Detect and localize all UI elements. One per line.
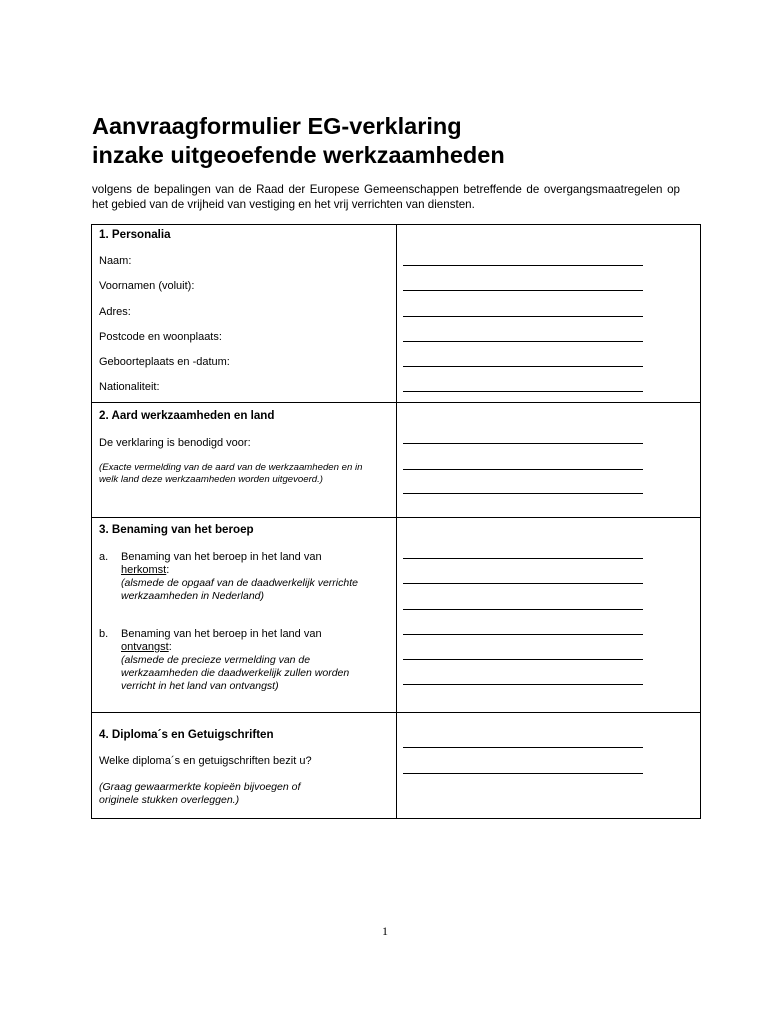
title-line-1: Aanvraagformulier EG-verklaring	[92, 113, 462, 139]
note-werkzaamheden-line-2: welk land deze werkzaamheden worden uitgevoerd.)	[99, 474, 323, 485]
field-label-geboorte: Geboorteplaats en -datum:	[99, 356, 230, 368]
input-line-herkomst-3[interactable]	[403, 609, 643, 610]
note-werkzaamheden-line-1: (Exacte vermelding van de aard van de werkzaamheden en in	[99, 462, 363, 473]
note-ontvangst-line-1: (alsmede de precieze vermelding van de	[121, 654, 311, 666]
input-line-herkomst-1[interactable]	[403, 558, 643, 559]
input-line-nationaliteit[interactable]	[403, 391, 643, 392]
note-ontvangst-line-2: werkzaamheden die daadwerkelijk zullen worden	[121, 667, 350, 679]
section-personalia-heading: 1. Personalia	[99, 228, 171, 241]
field-label-diplomas: Welke diploma´s en getuigschriften bezit u?	[99, 755, 312, 767]
ontvangst-colon: :	[168, 641, 172, 653]
field-label-nationaliteit: Nationaliteit:	[99, 381, 160, 393]
input-line-herkomst-2[interactable]	[403, 583, 643, 584]
herkomst-underlined: herkomst	[121, 564, 167, 576]
input-line-voornamen[interactable]	[403, 290, 643, 291]
section-beroep-heading: 3. Benaming van het beroep	[99, 523, 254, 536]
beroep-ontvangst-label: Benaming van het beroep in het land van	[121, 628, 322, 640]
beroep-ontvangst-keyword	[121, 641, 172, 654]
input-line-werkzaamheden-3[interactable]	[403, 493, 643, 494]
note-herkomst-line-2: werkzaamheden in Nederland)	[121, 590, 264, 602]
field-label-verklaring: De verklaring is benodigd voor:	[99, 437, 251, 449]
form-table	[91, 224, 701, 819]
field-label-naam: Naam:	[99, 255, 132, 267]
field-label-voornamen: Voornamen (voluit):	[99, 280, 195, 292]
section-divider	[92, 402, 700, 403]
ontvangst-underlined: ontvangst	[121, 641, 169, 653]
input-line-diplomas-1[interactable]	[403, 747, 643, 748]
beroep-herkomst-keyword	[121, 564, 169, 577]
note-herkomst-line-1: (alsmede de opgaaf van de daadwerkelijk verrichte	[121, 577, 358, 589]
input-line-naam[interactable]	[403, 265, 643, 266]
note-ontvangst-line-3: verricht in het land van ontvangst)	[121, 680, 279, 692]
input-line-ontvangst-3[interactable]	[403, 684, 643, 685]
input-line-diplomas-2[interactable]	[403, 773, 643, 774]
intro-text: volgens de bepalingen van de Raad der Europese Gemeenschappen betreffende de overgangsmaatregelen op het gebied van de vrijheid van vestiging en het vrij verrichten van diensten.	[92, 183, 680, 211]
section-diplomas-heading: 4. Diploma´s en Getuigschriften	[99, 728, 274, 741]
section-werkzaamheden-heading: 2. Aard werkzaamheden en land	[99, 409, 275, 422]
input-line-ontvangst-1[interactable]	[403, 634, 643, 635]
input-line-ontvangst-2[interactable]	[403, 659, 643, 660]
section-divider	[92, 517, 700, 518]
field-label-adres: Adres:	[99, 306, 131, 318]
form-title	[92, 112, 505, 170]
input-line-werkzaamheden-1[interactable]	[403, 443, 643, 444]
title-line-2: inzake uitgeoefende werkzaamheden	[92, 142, 505, 168]
item-marker-b: b.	[99, 628, 109, 640]
input-line-adres[interactable]	[403, 316, 643, 317]
herkomst-colon: :	[166, 564, 170, 576]
input-line-werkzaamheden-2[interactable]	[403, 469, 643, 470]
item-marker-a: a.	[99, 551, 109, 563]
beroep-herkomst-label: Benaming van het beroep in het land van	[121, 551, 322, 563]
note-diplomas-line-1: (Graag gewaarmerkte kopieën bijvoegen of	[99, 781, 301, 793]
input-line-geboorte[interactable]	[403, 366, 643, 367]
section-divider	[92, 712, 700, 713]
page-number: 1	[382, 924, 388, 938]
column-divider	[396, 225, 397, 818]
field-label-postcode: Postcode en woonplaats:	[99, 331, 222, 343]
note-diplomas-line-2: originele stukken overleggen.)	[99, 794, 240, 806]
input-line-postcode[interactable]	[403, 341, 643, 342]
